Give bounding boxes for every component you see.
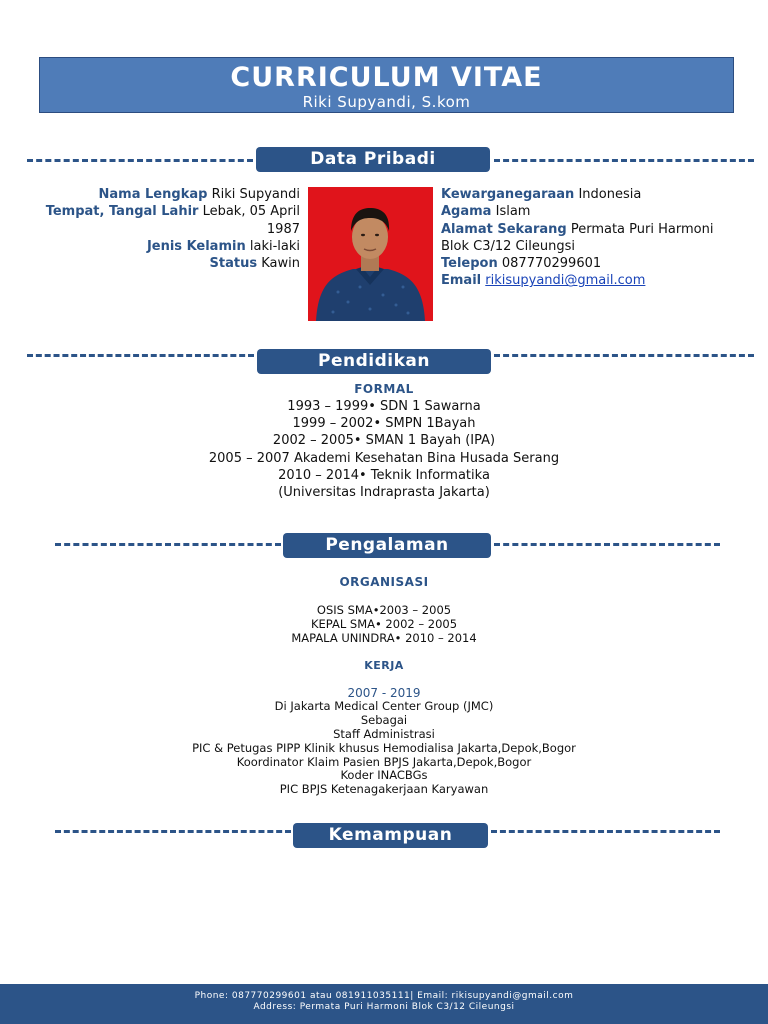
info-row — [441, 203, 761, 220]
education-item: 2005 – 2007 Akademi Kesehatan Bina Husada Serang — [208, 450, 560, 466]
section-title-pengalaman: Pengalaman — [283, 533, 491, 558]
info-row — [441, 186, 761, 203]
work-item: Di Jakarta Medical Center Group (JMC) — [274, 699, 494, 714]
footer — [0, 984, 768, 1024]
info-label: Status — [209, 256, 258, 272]
work-year: 2007 - 2019 — [347, 686, 421, 701]
profile-photo — [308, 187, 433, 321]
org-title: ORGANISASI — [339, 575, 429, 589]
section-divider-right — [494, 543, 720, 546]
section-title-pendidikan: Pendidikan — [257, 349, 491, 374]
section-title-data-pribadi: Data Pribadi — [256, 147, 490, 172]
cv-title: CURRICULUM VITAE — [230, 62, 543, 93]
section-divider-right — [491, 830, 720, 833]
info-row — [441, 255, 761, 272]
info-value: laki-laki — [249, 238, 300, 254]
info-row — [441, 238, 761, 255]
footer-contact: Phone: 087770299601 atau 081911035111| Email: rikisupyandi@gmail.com — [194, 991, 574, 1001]
info-value: Blok C3/12 Cileungsi — [441, 238, 575, 254]
email-link[interactable]: rikisupyandi@gmail.com — [485, 273, 646, 289]
info-label: Nama Lengkap — [98, 187, 208, 202]
cv-name: Riki Supyandi, S.kom — [302, 93, 471, 111]
section-divider-right — [494, 354, 754, 357]
info-value: Islam — [495, 204, 531, 220]
info-label: Telepon — [441, 256, 498, 272]
experience-block — [0, 575, 768, 797]
section-divider-left — [27, 354, 254, 357]
info-value: Kawin — [261, 256, 300, 272]
education-subtitle: FORMAL — [354, 382, 414, 396]
info-row — [0, 255, 300, 272]
education-item: 1999 – 2002• SMPN 1Bayah — [292, 416, 476, 432]
info-label: Jenis Kelamin — [146, 238, 246, 254]
section-divider-left — [27, 159, 253, 162]
education-item: 1993 – 1999• SDN 1 Sawarna — [287, 399, 481, 414]
info-value: Indonesia — [578, 187, 642, 202]
info-value: 1987 — [266, 221, 300, 237]
info-label: Agama — [441, 204, 492, 220]
org-item: MAPALA UNINDRA• 2010 – 2014 — [291, 630, 477, 645]
info-row — [0, 238, 300, 255]
info-row — [0, 203, 300, 220]
org-item: OSIS SMA•2003 – 2005 — [316, 603, 452, 617]
education-item: 2010 – 2014• Teknik Informatika — [278, 467, 490, 483]
education-item: 2002 – 2005• SMAN 1 Bayah (IPA) — [272, 433, 496, 449]
person-illustration — [308, 187, 433, 321]
work-item: PIC BPJS Ketenagakerjaan Karyawan — [279, 782, 489, 797]
info-row — [441, 221, 761, 238]
info-value: Permata Puri Harmoni — [570, 221, 714, 237]
info-row — [0, 186, 300, 203]
info-row — [0, 221, 300, 238]
section-divider-left — [55, 830, 291, 833]
education-block — [0, 381, 768, 501]
work-item: Koordinator Klaim Pasien BPJS Jakarta,Depok,Bogor — [236, 754, 532, 769]
work-item: Koder INACBGs — [340, 768, 428, 783]
section-divider-right — [494, 159, 754, 162]
info-value: Lebak, 05 April — [202, 204, 300, 220]
section-divider-left — [55, 543, 281, 546]
info-value: Riki Supyandi — [211, 187, 300, 202]
info-row — [441, 272, 761, 289]
work-item: PIC & Petugas PIPP Klinik khusus Hemodialisa Jakarta,Depok,Bogor — [192, 740, 576, 755]
work-title: KERJA — [364, 659, 404, 673]
personal-info-right — [441, 186, 761, 290]
info-label: Kewarganegaraan — [441, 187, 575, 202]
footer-address: Address: Permata Puri Harmoni Blok C3/12 Cileungsi — [253, 1002, 515, 1012]
info-label: Tempat, Tangal Lahir — [45, 204, 199, 220]
info-label: Alamat Sekarang — [441, 221, 567, 237]
info-value: 087770299601 — [501, 256, 602, 272]
work-item: Staff Administrasi — [333, 726, 435, 741]
work-item: Sebagai — [360, 713, 408, 728]
cv-header — [39, 57, 734, 113]
org-item: KEPAL SMA• 2002 – 2005 — [310, 616, 458, 631]
section-title-kemampuan: Kemampuan — [293, 823, 488, 848]
personal-info-left — [0, 186, 300, 272]
info-label: Email — [441, 273, 482, 289]
education-item: (Universitas Indraprasta Jakarta) — [278, 485, 490, 501]
